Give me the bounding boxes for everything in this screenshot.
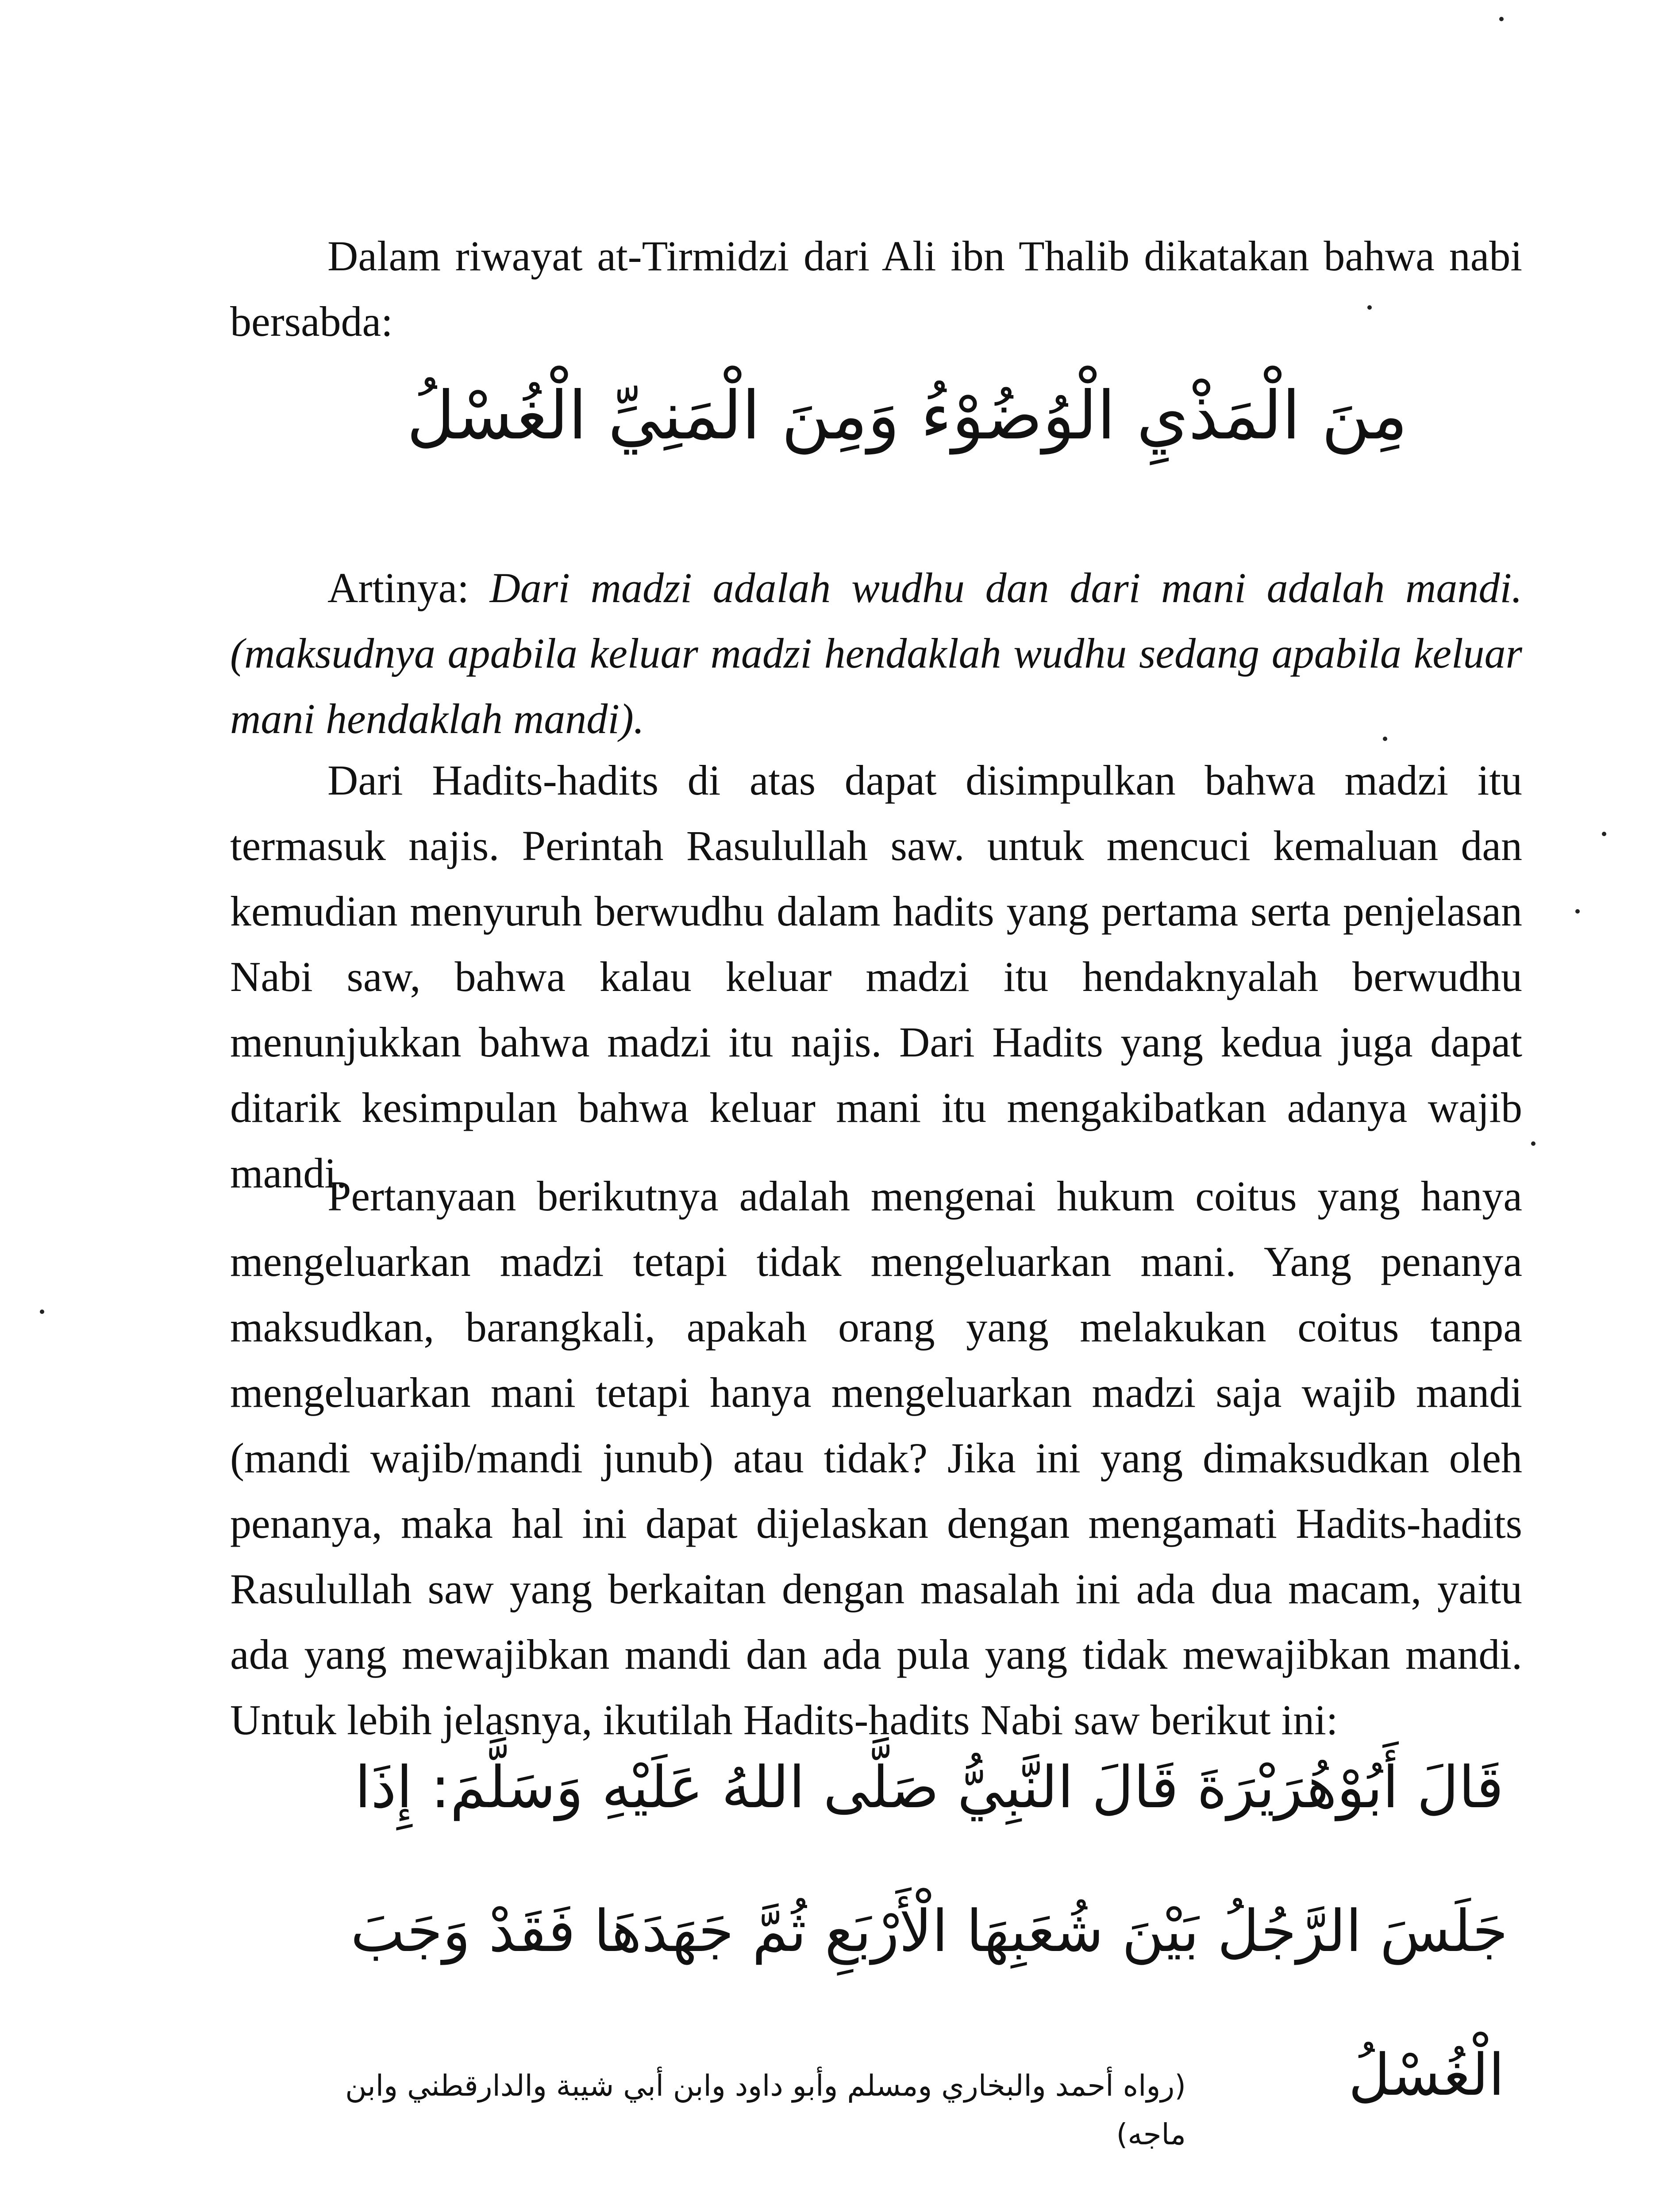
conclusion-paragraph: Dari Hadits-hadits di atas dapat disimpulkan bahwa madzi itu termasuk najis. Perintah Rasulullah saw. untuk mencuci kemaluan dan kemudian menyuruh berwudhu dalam hadits yang pertama serta penjelasan Nabi saw, bahwa kalau keluar madzi itu hendaknyalah berwudhu menunjukkan bahwa madzi itu najis. Dari Hadits yang kedua juga dapat ditarik kesimpulan bahwa keluar mani itu mengakibatkan adanya wajib mandi. [230,757,1522,1197]
scan-speck [40,1310,44,1314]
arabic-hadith-2-source: (رواه أحمد والبخاري ومسلم وأبو داود وابن أبي شيبة والدارقطني وابن ماجه) [345,2069,1186,2151]
translation-paragraph [230,555,1522,752]
scan-speck [1575,909,1580,914]
scan-speck [1367,305,1372,310]
translation-label: Artinya: [327,564,490,611]
arabic-hadith-2-line-2: جَلَسَ الرَّجُلُ بَيْنَ شُعَبِهَا الْأَرْبَعِ ثُمَّ جَهَدَهَا فَقَدْ وَجَبَ [350,1897,1508,1965]
scan-speck [1499,17,1504,21]
arabic-hadith-1: مِنَ الْمَذْيِ الْوُضُوْءُ وَمِنَ الْمَنِيِّ الْغُسْلُ [407,377,1408,454]
scan-speck [1602,832,1606,836]
arabic-hadith-2-line-1: قَالَ أَبُوْهُرَيْرَةَ قَالَ النَّبِيُّ صَلَّى اللهُ عَلَيْهِ وَسَلَّمَ: إِذَا [354,1754,1504,1821]
translation-text: Dari madzi adalah wudhu dan dari mani adalah mandi. (maksudnya apabila keluar madzi hendaklah wudhu sedang apabila keluar mani hendaklah mandi). [230,564,1523,742]
scan-speck [1531,1141,1535,1146]
question-paragraph: Pertanyaan berikutnya adalah mengenai hukum coitus yang hanya mengeluarkan madzi tetapi tidak mengeluarkan mani. Yang penanya maksudkan, barangkali, apakah orang yang melakukan coitus tanpa mengeluarkan mani tetapi hanya mengeluarkan madzi saja wajib mandi (mandi wajib/mandi junub) atau tidak? Jika ini yang dimaksudkan oleh penanya, maka hal ini dapat dijelaskan dengan mengamati Hadits-hadits Rasulullah saw yang berkaitan dengan masalah ini ada dua macam, yaitu ada yang mewajibkan mandi dan ada pula yang tidak mewajibkan mandi. Untuk lebih jelasnya, ikutilah Hadits-hadits Nabi saw berikut ini: [230,1172,1522,1743]
scan-speck [1383,737,1387,741]
arabic-hadith-2-line-3: الْغُسْلُ [1348,2041,1505,2108]
intro-paragraph: Dalam riwayat at-Tirmidzi dari Ali ibn Thalib dikatakan bahwa nabi bersabda: [230,232,1522,345]
